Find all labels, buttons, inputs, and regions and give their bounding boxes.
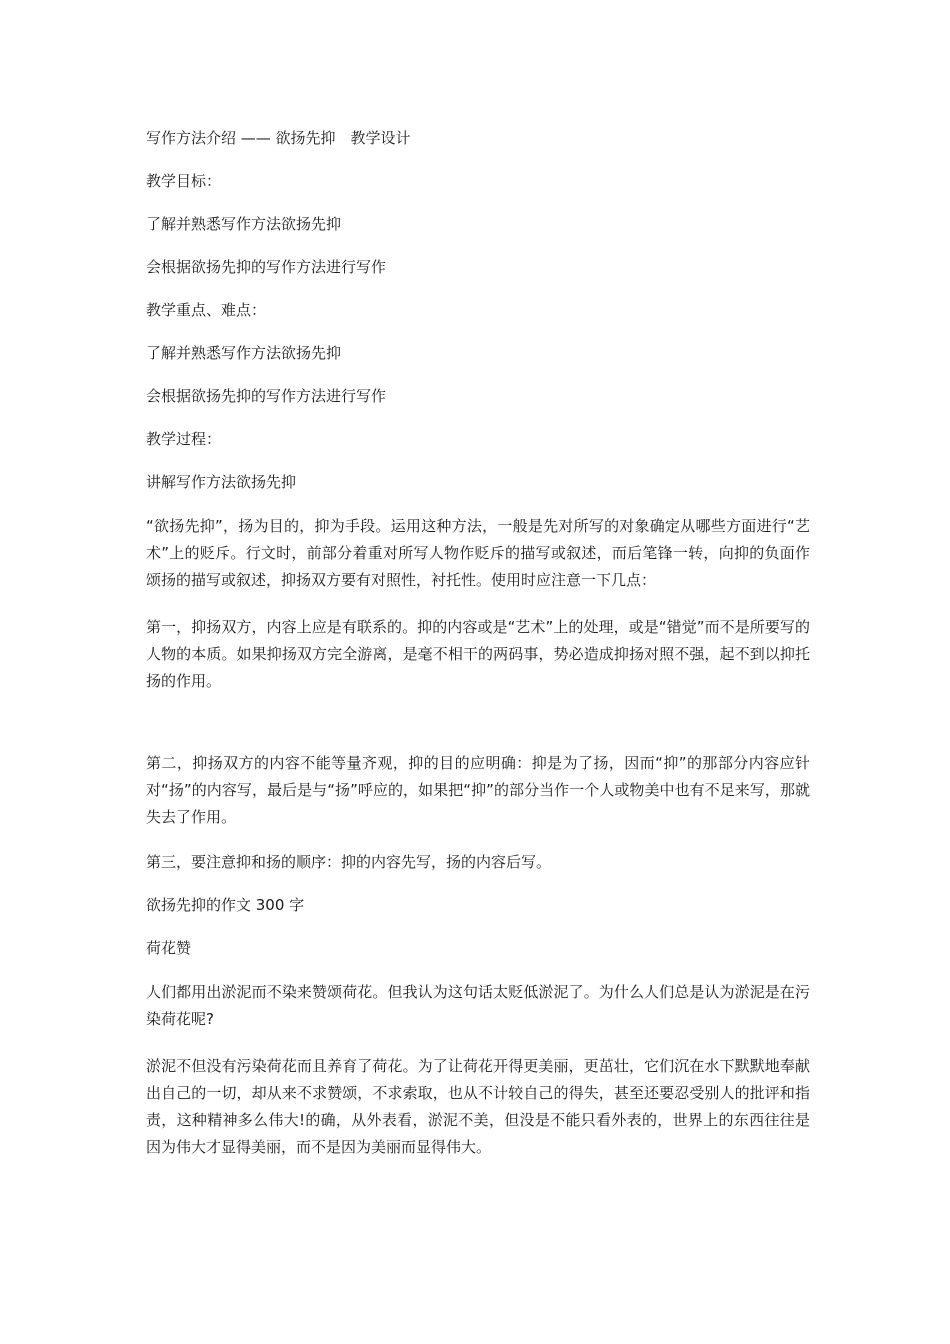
document-body [146, 127, 810, 1161]
point-two-paragraph: 第二，抑扬双方的内容不能等量齐观，抑的目的应明确：抑是为了扬，因而“抑”的那部分内容应针对“扬”的内容写，最后是与“扬”呼应的，如果把“抑”的部分当作一个人或物美中也有不足来写，那就失去了作用。 [146, 754, 810, 826]
key-point-item: 了解并熟悉写作方法欲扬先抑 [146, 344, 342, 362]
point-three-paragraph: 第三，要注意抑和扬的顺序：抑的内容先写，扬的内容后写。 [146, 853, 552, 871]
essay-heading: 欲扬先抑的作文 300 字 [146, 896, 305, 914]
objective-item: 了解并熟悉写作方法欲扬先抑 [146, 215, 342, 233]
explanation-paragraph: “欲扬先抑”，扬为目的，抑为手段。运用这种方法，一般是先对所写的对象确定从哪些方面进行“艺术”上的贬斥。行文时，前部分着重对所写人物作贬斥的描写或叙述，而后笔锋一转，向抑的负面作颂扬的描写或叙述，抑扬双方要有对照性，衬托性。使用时应注意一下几点： [146, 517, 810, 589]
point-one-paragraph: 第一，抑扬双方，内容上应是有联系的。抑的内容或是“艺术”上的处理，或是“错觉”而不是所要写的人物的本质。如果抑扬双方完全游离，是毫不相干的两码事，势必造成抑扬对照不强，起不到以抑托扬的作用。 [146, 618, 810, 690]
key-points-heading: 教学重点、难点： [146, 301, 267, 319]
essay-paragraph-two: 淤泥不但没有污染荷花而且养育了荷花。为了让荷花开得更美丽，更茁壮，它们沉在水下默默地奉献出自己的一切，却从来不求赞颂，不求索取，也从不计较自己的得失，甚至还要忍受别人的批评和指责，这种精神多么伟大!的确，从外表看，淤泥不美，但没是不能只看外表的，世界上的东西往往是因为伟大才显得美丽，而不是因为美丽而显得伟大。 [146, 1057, 810, 1156]
essay-paragraph-one: 人们都用出淤泥而不染来赞颂荷花。但我认为这句话太贬低淤泥了。为什么人们总是认为淤泥是在污染荷花呢? [146, 983, 810, 1028]
process-heading: 教学过程： [146, 430, 222, 448]
essay-title: 荷花赞 [146, 939, 192, 957]
objective-item: 会根据欲扬先抑的写作方法进行写作 [146, 258, 387, 276]
objectives-heading: 教学目标： [146, 172, 222, 190]
key-point-item: 会根据欲扬先抑的写作方法进行写作 [146, 387, 387, 405]
document-title: 写作方法介绍 —— 欲扬先抑 教学设计 [146, 129, 411, 147]
process-intro: 讲解写作方法欲扬先抑 [146, 473, 297, 491]
